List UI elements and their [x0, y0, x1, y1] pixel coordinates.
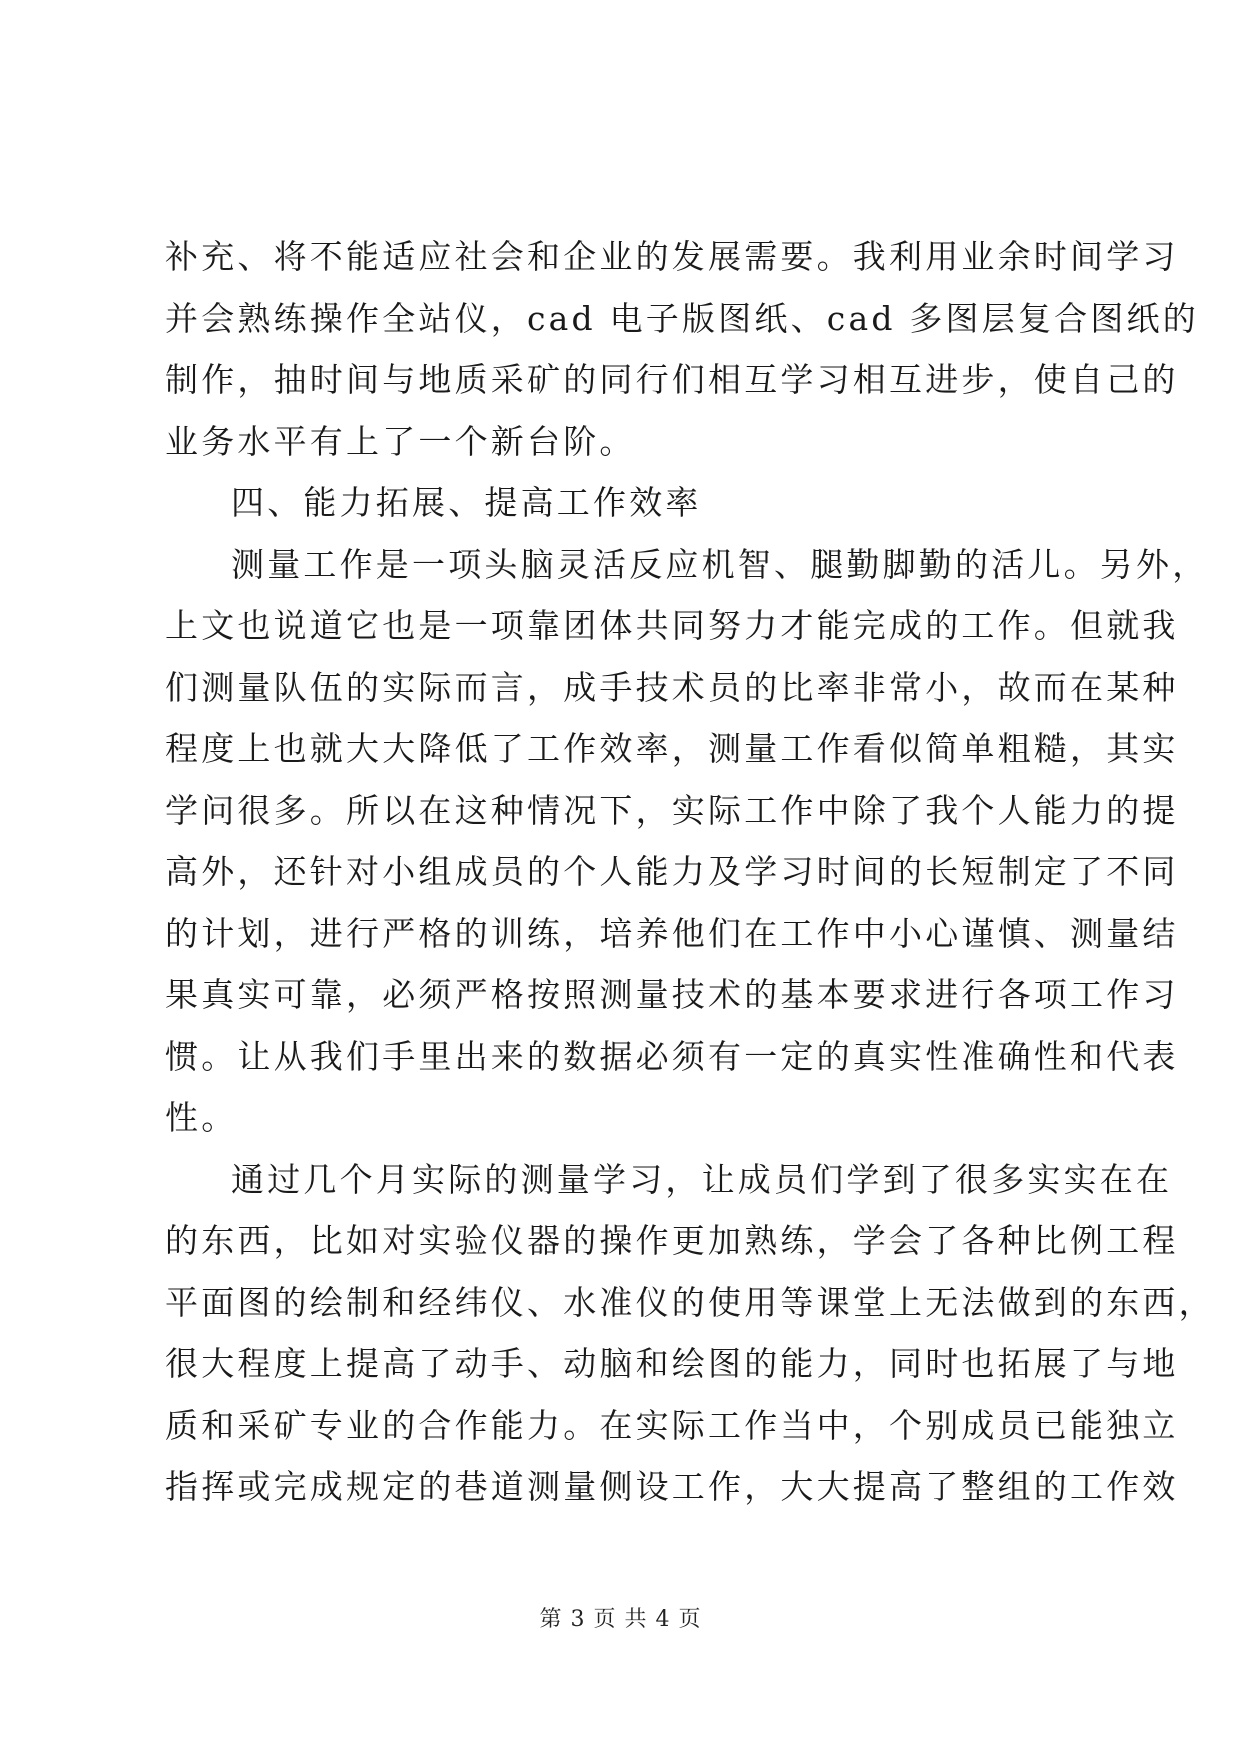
text-line: 上文也说道它也是一项靠团体共同努力才能完成的工作。但就我	[165, 606, 1179, 645]
page-number-footer: 第 3 页 共 4 页	[539, 1607, 702, 1632]
text-line: 通过几个月实际的测量学习，让成员们学到了很多实实在在	[231, 1159, 1173, 1199]
text-line: 们测量队伍的实际而言，成手技术员的比率非常小，故而在某种	[165, 667, 1179, 707]
text-line: 高外，还针对小组成员的个人能力及学习时间的长短制定了不同	[165, 852, 1179, 891]
text-line: 的计划，进行严格的训练，培养他们在工作中小心谨慎、测量结	[165, 913, 1179, 953]
text-line: 业务水平有上了一个新台阶。	[165, 421, 636, 461]
text-line: 平面图的绘制和经纬仪、水准仪的使用等课堂上无法做到的东西，	[165, 1282, 1215, 1322]
document-body	[165, 226, 1215, 1518]
text-line: 惯。让从我们手里出来的数据必须有一定的真实性准确性和代表	[165, 1036, 1179, 1076]
text-line: 很大程度上提高了动手、动脑和绘图的能力，同时也拓展了与地	[165, 1344, 1179, 1383]
text-line: 程度上也就大大降低了工作效率，测量工作看似简单粗糙，其实	[165, 729, 1179, 768]
text-line: 学问很多。所以在这种情况下，实际工作中除了我个人能力的提	[165, 790, 1179, 830]
text-line: 测量工作是一项头脑灵活反应机智、腿勤脚勤的活儿。另外，	[231, 544, 1209, 584]
text-line: 质和采矿专业的合作能力。在实际工作当中，个别成员已能独立	[165, 1405, 1179, 1445]
text-line: 果真实可靠，必须严格按照测量技术的基本要求进行各项工作习	[165, 975, 1179, 1014]
text-line: 性。	[165, 1098, 238, 1137]
text-line: 补充、将不能适应社会和企业的发展需要。我利用业余时间学习	[165, 237, 1179, 276]
text-line: 并会熟练操作全站仪，cad 电子版图纸、cad 多图层复合图纸的	[165, 298, 1199, 338]
section-heading: 四、能力拓展、提高工作效率	[231, 483, 702, 522]
text-line: 制作，抽时间与地质采矿的同行们相互学习相互进步，使自己的	[165, 360, 1179, 399]
text-line: 的东西，比如对实验仪器的操作更加熟练，学会了各种比例工程	[165, 1221, 1179, 1260]
text-line: 指挥或完成规定的巷道测量侧设工作，大大提高了整组的工作效	[165, 1467, 1179, 1506]
